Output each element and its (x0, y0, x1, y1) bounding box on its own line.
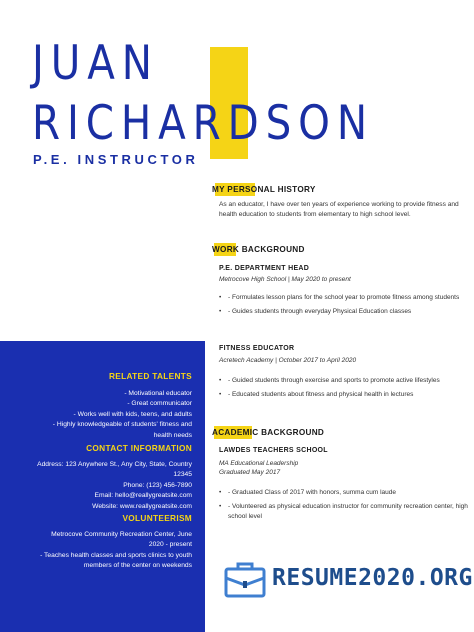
volunteerism-heading: VOLUNTEERISM (122, 513, 192, 523)
watermark-text: RESUME2020.ORG (272, 565, 473, 591)
sidebar (0, 341, 205, 632)
personal-history-heading: MY PERSONAL HISTORY (212, 185, 316, 194)
list-item: health needs (153, 431, 192, 439)
job-bullets-1 (219, 293, 469, 321)
volunteerism-list (2, 530, 192, 572)
list-item: • - Volunteered as physical education instructor for community recreation center, high school level (219, 502, 469, 522)
list-item: - Highly knowledgeable of students' fitness and (52, 421, 192, 429)
personal-history-text: As an educator, I have over ten years of experience working to provide fitness and health education to students from elementary to high school level. (219, 201, 459, 218)
list-item: • - Graduated Class of 2017 with honors, summa cum laude (219, 488, 469, 498)
list-item: members of the center on weekends (83, 562, 192, 570)
phone: Phone: (123) 456-7890 (123, 481, 192, 489)
address: Address: 123 Anywhere St., Any City, State, Country (37, 461, 192, 468)
briefcase-icon (224, 559, 266, 599)
last-name: RICHARDSON (32, 96, 374, 151)
job-bullets-2 (219, 376, 469, 404)
list-item: • - Formulates lesson plans for the school year to promote fitness among students (219, 293, 469, 303)
work-background-heading: WORK BACKGROUND (212, 245, 305, 254)
degree: MA Educational Leadership (219, 460, 299, 467)
related-talents-list (2, 389, 192, 441)
list-item: • - Guides students through everyday Physical Education classes (219, 307, 469, 317)
job-meta-1: Metrocove High School | May 2020 to present (219, 276, 351, 283)
email-link[interactable]: Email: hello@reallygreatsite.com (94, 492, 192, 500)
postal-code: 12345 (173, 471, 192, 479)
list-item: - Great communicator (127, 400, 192, 408)
watermark (222, 557, 473, 605)
list-item: • - Educated students about fitness and physical health in lectures (219, 390, 469, 400)
contact-information-heading: CONTACT INFORMATION (86, 443, 192, 453)
academic-background-heading: ACADEMIC BACKGROUND (212, 428, 325, 437)
list-item: - Works well with kids, teens, and adults (73, 410, 192, 418)
job-title: P.E. INSTRUCTOR (33, 152, 199, 167)
job-title-2: FITNESS EDUCATOR (219, 345, 295, 352)
job-title-1: P.E. DEPARTMENT HEAD (219, 265, 310, 272)
list-item: Metrocove Community Recreation Center, June (51, 531, 192, 538)
first-name: JUAN (32, 36, 159, 91)
related-talents-heading: RELATED TALENTS (108, 371, 192, 381)
academic-bullets (219, 488, 469, 527)
contact-information-list (2, 460, 192, 512)
list-item: 2020 - present (148, 541, 192, 549)
school-name: LAWDES TEACHERS SCHOOL (219, 447, 328, 454)
job-meta-2: Acretech Academy | October 2017 to April 2020 (219, 357, 357, 364)
graduation-date: Graduated May 2017 (219, 469, 281, 476)
website-link[interactable]: Website: www.reallygreatsite.com (92, 502, 192, 510)
list-item: - Teaches health classes and sports clinics to youth (40, 551, 192, 559)
list-item: - Motivational educator (124, 390, 192, 397)
list-item: • - Guided students through exercise and sports to promote active lifestyles (219, 376, 469, 386)
